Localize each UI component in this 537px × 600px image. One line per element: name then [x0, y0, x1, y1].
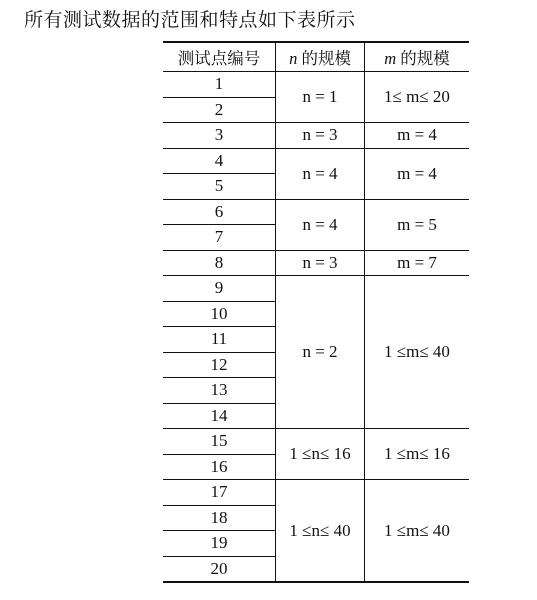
header-m-suffix: 的规模 — [396, 49, 450, 68]
header-n-scale — [276, 42, 365, 72]
test-id-cell: 8 — [163, 250, 276, 276]
test-id-cell: 11 — [163, 327, 276, 353]
table-row — [163, 250, 469, 276]
table-body — [163, 72, 469, 583]
table-row — [163, 429, 469, 455]
m-scale-cell: 1 ≤m≤ 16 — [365, 429, 470, 480]
m-scale-cell: 1 ≤m≤ 40 — [365, 276, 470, 429]
header-m-scale — [365, 42, 470, 72]
test-id-cell: 1 — [163, 72, 276, 98]
test-id-cell: 18 — [163, 505, 276, 531]
test-id-cell: 6 — [163, 199, 276, 225]
table-row — [163, 199, 469, 225]
n-scale-cell: n = 2 — [276, 276, 365, 429]
test-id-cell: 10 — [163, 301, 276, 327]
test-id-cell: 15 — [163, 429, 276, 455]
test-id-cell: 13 — [163, 378, 276, 404]
header-test-id: 测试点编号 — [163, 42, 276, 72]
m-scale-cell: 1 ≤m≤ 40 — [365, 480, 470, 583]
table-row — [163, 480, 469, 506]
n-scale-cell: n = 4 — [276, 148, 365, 199]
n-scale-cell: n = 3 — [276, 250, 365, 276]
test-id-cell: 20 — [163, 556, 276, 582]
test-id-cell: 16 — [163, 454, 276, 480]
n-scale-cell: 1 ≤n≤ 40 — [276, 480, 365, 583]
n-scale-cell: 1 ≤n≤ 16 — [276, 429, 365, 480]
test-id-cell: 2 — [163, 97, 276, 123]
header-n-variable: n — [289, 49, 298, 68]
test-id-cell: 4 — [163, 148, 276, 174]
test-id-cell: 9 — [163, 276, 276, 302]
table-row — [163, 148, 469, 174]
test-id-cell: 12 — [163, 352, 276, 378]
table-row — [163, 123, 469, 149]
m-scale-cell: m = 4 — [365, 123, 470, 149]
m-scale-cell: m = 7 — [365, 250, 470, 276]
data-scale-table — [163, 41, 469, 583]
n-scale-cell: n = 4 — [276, 199, 365, 250]
test-id-cell: 7 — [163, 225, 276, 251]
test-id-cell: 14 — [163, 403, 276, 429]
m-scale-cell: m = 5 — [365, 199, 470, 250]
test-id-cell: 19 — [163, 531, 276, 557]
test-id-cell: 5 — [163, 174, 276, 200]
test-id-cell: 3 — [163, 123, 276, 149]
header-m-variable: m — [384, 49, 397, 68]
header-n-suffix: 的规模 — [297, 49, 351, 68]
m-scale-cell: m = 4 — [365, 148, 470, 199]
n-scale-cell: n = 1 — [276, 72, 365, 123]
table-header-row — [163, 42, 469, 72]
table-row — [163, 72, 469, 98]
table-row — [163, 276, 469, 302]
test-id-cell: 17 — [163, 480, 276, 506]
section-heading: 所有测试数据的范围和特点如下表所示 — [24, 9, 356, 31]
n-scale-cell: n = 3 — [276, 123, 365, 149]
m-scale-cell: 1≤ m≤ 20 — [365, 72, 470, 123]
